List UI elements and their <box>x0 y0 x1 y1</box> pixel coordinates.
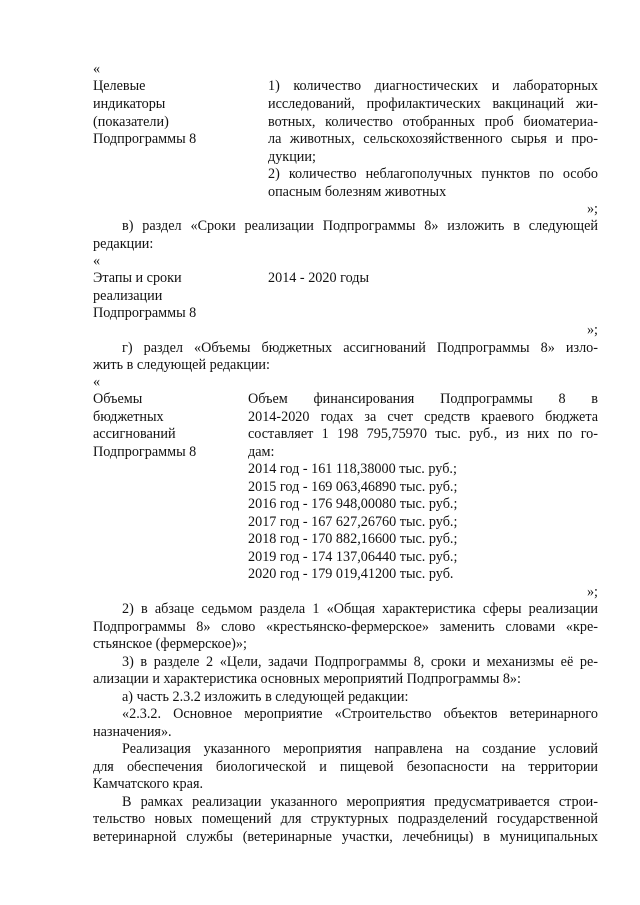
funding-year-line: 2018 год - 170 882,16600 тыс. руб.; <box>248 531 458 547</box>
paragraph-line: 3) в разделе 2 «Цели, задачи Подпрограммы 8, сроки и механизмы её ре- <box>122 654 598 670</box>
open-quote: « <box>93 374 101 390</box>
paragraph-line: стьянское (фермерское)»; <box>93 636 247 652</box>
paragraph-line: тельство новых помещений для структурных подразделений государственной <box>93 811 598 827</box>
paragraph-line: редакции: <box>93 236 154 252</box>
paragraph-line: В рамках реализации указанного мероприятия предусматривается строи- <box>122 794 598 810</box>
paragraph-line: жить в следующей редакции: <box>93 357 270 373</box>
passport-label: Подпрограммы 8 <box>93 444 197 460</box>
paragraph-line: г) раздел «Объемы бюджетных ассигнований Подпрограммы 8» изло- <box>122 340 598 356</box>
paragraph-line: Реализация указанного мероприятия направлена на создание условий <box>122 741 598 757</box>
passport-label: реализации <box>93 288 163 304</box>
passport-text-line: вотных, количество отобранных проб биоматериа- <box>268 114 598 130</box>
funding-year-line: 2017 год - 167 627,26760 тыс. руб.; <box>248 514 458 530</box>
passport-label: бюджетных <box>93 409 164 425</box>
passport-label: Целевые <box>93 78 146 94</box>
passport-text-line: дукции; <box>268 149 316 165</box>
paragraph-line: а) часть 2.3.2 изложить в следующей редакции: <box>122 689 409 705</box>
passport-text-line: составляет 1 198 795,75970 тыс. руб., из них по го- <box>248 426 598 442</box>
passport-text-line: исследований, профилактических вакцинаций жи- <box>268 96 598 112</box>
passport-label: ассигнований <box>93 426 176 442</box>
funding-year-line: 2019 год - 174 137,06440 тыс. руб.; <box>248 549 458 565</box>
passport-text-line: дам: <box>248 444 275 460</box>
close-quote: »; <box>586 584 598 600</box>
funding-year-line: 2014 год - 161 118,38000 тыс. руб.; <box>248 461 457 477</box>
paragraph-line: в) раздел «Сроки реализации Подпрограммы 8» изложить в следующей <box>122 218 598 234</box>
open-quote: « <box>93 253 101 269</box>
passport-text-line: 1) количество диагностических и лабораторных <box>268 78 598 94</box>
passport-label: (показатели) <box>93 114 169 130</box>
passport-text-line: ла животных, сельскохозяйственного сырья и про- <box>268 131 598 147</box>
passport-label: Этапы и сроки <box>93 270 182 286</box>
passport-label: Подпрограммы 8 <box>93 305 197 321</box>
funding-year-line: 2020 год - 179 019,41200 тыс. руб. <box>248 566 454 582</box>
passport-text-line: 2014 - 2020 годы <box>268 270 370 286</box>
passport-text-line: опасным болезням животных <box>268 184 447 200</box>
paragraph-line: 2) в абзаце седьмом раздела 1 «Общая характеристика сферы реализации <box>122 601 598 617</box>
paragraph-line: для обеспечения биологической и пищевой безопасности на территории <box>93 759 598 775</box>
paragraph-line: Подпрограммы 8» слово «крестьянско-фермерское» заменить словами «кре- <box>93 619 598 635</box>
funding-year-line: 2015 год - 169 063,46890 тыс. руб.; <box>248 479 458 495</box>
passport-text-line: 2014-2020 годах за счет средств краевого бюджета <box>248 409 598 425</box>
close-quote: »; <box>586 322 598 338</box>
paragraph-line: назначения». <box>93 724 172 740</box>
passport-label: Подпрограммы 8 <box>93 131 197 147</box>
paragraph-line: ветеринарной службы (ветеринарные участки, лечебницы) в муниципальных <box>93 829 598 845</box>
passport-label: Объемы <box>93 391 143 407</box>
funding-year-line: 2016 год - 176 948,00080 тыс. руб.; <box>248 496 458 512</box>
paragraph-line: Камчатского края. <box>93 776 204 792</box>
close-quote: »; <box>586 201 598 217</box>
passport-label: индикаторы <box>93 96 166 112</box>
passport-text-line: Объем финансирования Подпрограммы 8 в <box>248 391 598 407</box>
passport-text-line: 2) количество неблагополучных пунктов по особо <box>268 166 598 182</box>
paragraph-line: ализации и характеристика основных мероприятий Подпрограммы 8»: <box>93 671 521 687</box>
paragraph-line: «2.3.2. Основное мероприятие «Строительство объектов ветеринарного <box>122 706 598 722</box>
open-quote: « <box>93 61 101 77</box>
